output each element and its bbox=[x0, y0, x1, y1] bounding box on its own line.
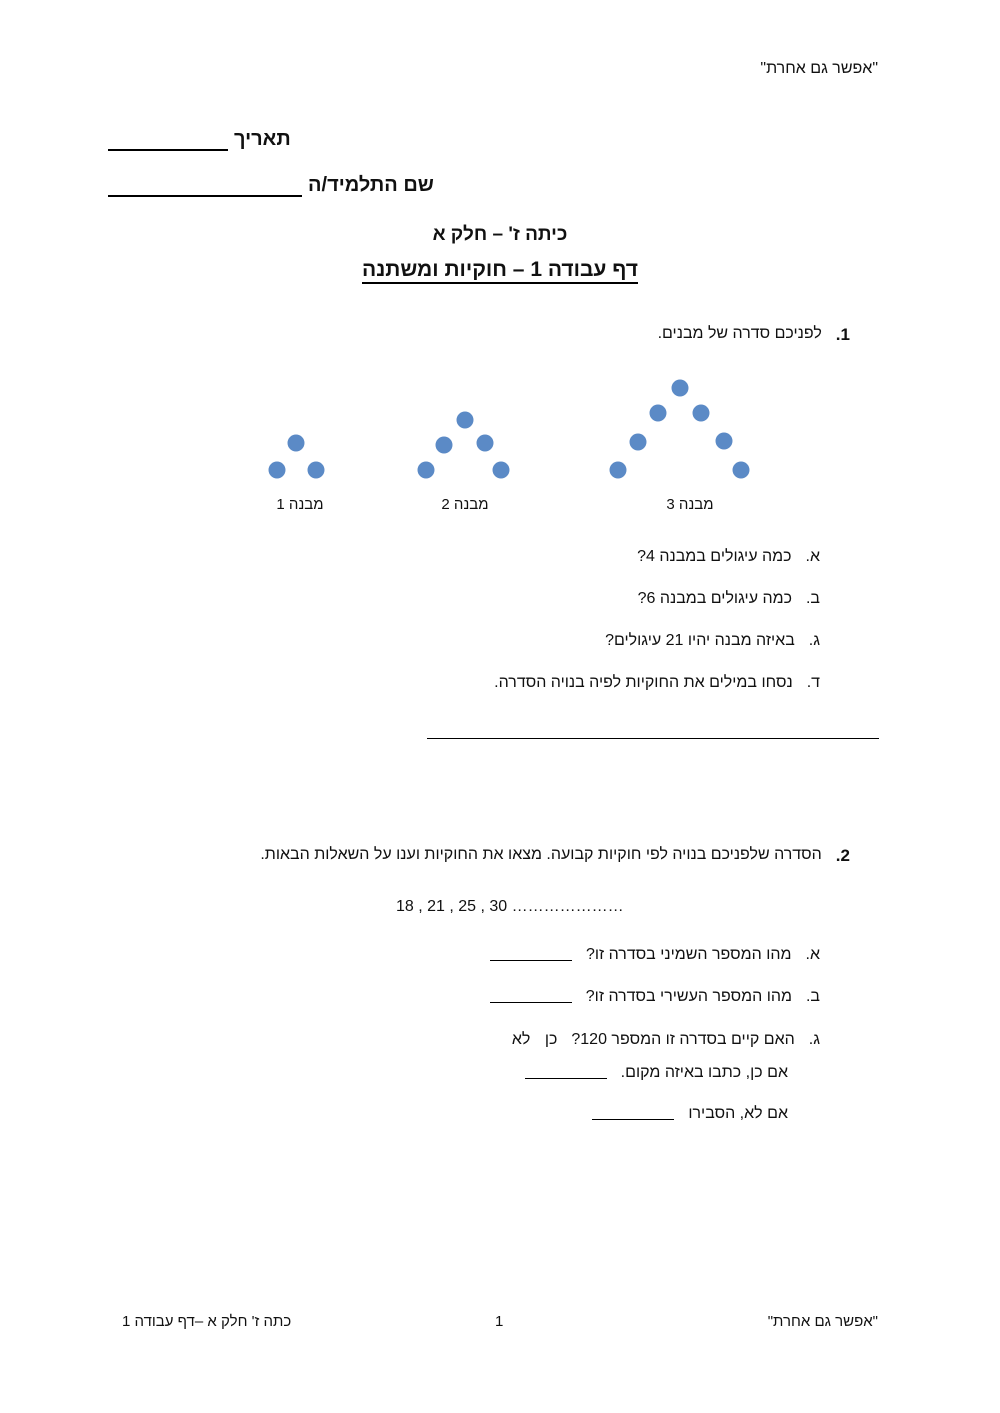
date-label: תאריך bbox=[234, 128, 291, 150]
q2-if-no-text: אם לא, הסבירו bbox=[688, 1105, 788, 1122]
dot bbox=[457, 412, 474, 429]
q1-sub-a bbox=[637, 548, 820, 566]
q2-sub-c-text: האם קיים בסדרה זו המספר 120? bbox=[571, 1031, 795, 1048]
question-2-number: 2. bbox=[835, 846, 850, 865]
date-field bbox=[108, 128, 291, 151]
structure-2-label: מבנה 2 bbox=[441, 496, 489, 513]
q2-sub-a-text: מהו המספר השמיני בסדרה זו? bbox=[585, 946, 792, 963]
dot bbox=[436, 437, 453, 454]
q2-sub-b-answer-line[interactable] bbox=[490, 988, 572, 1003]
q1-sub-c bbox=[605, 632, 820, 650]
worksheet-title-wrap bbox=[0, 258, 1000, 282]
footer-left: כתה ז' חלק א –דף עבודה 1 bbox=[122, 1313, 292, 1330]
q2-sub-a bbox=[490, 946, 820, 964]
dot bbox=[630, 434, 647, 451]
q2-sub-c-options[interactable]: כן לא bbox=[511, 1031, 558, 1048]
q2-sequence: 18 , 21 , 25 , 30 ………………… bbox=[396, 898, 624, 915]
dot bbox=[733, 462, 750, 479]
dot bbox=[650, 405, 667, 422]
q1-sub-b-text: כמה עיגולים במבנה 6? bbox=[637, 590, 792, 607]
question-2-text: הסדרה שלפניכם בנויה לפי חוקיות קבועה. מצאו את החוקיות וענו על השאלות הבאות. bbox=[260, 846, 822, 863]
q1-sub-a-letter: א. bbox=[805, 548, 820, 565]
q2-sub-a-letter: א. bbox=[805, 946, 820, 963]
structure-1-label: מבנה 1 bbox=[276, 496, 324, 513]
q2-sub-c-letter: ג. bbox=[808, 1031, 820, 1048]
q1-sub-c-letter: ג. bbox=[808, 632, 820, 649]
q1-answer-line[interactable] bbox=[427, 738, 879, 739]
dot bbox=[693, 405, 710, 422]
name-input-line[interactable] bbox=[108, 194, 302, 197]
footer-page-number: 1 bbox=[495, 1313, 504, 1330]
question-1-text: לפניכם סדרה של מבנים. bbox=[657, 325, 822, 342]
q1-sub-d bbox=[494, 674, 820, 692]
structure-3-label: מבנה 3 bbox=[666, 496, 714, 513]
q2-sub-b-letter: ב. bbox=[805, 988, 820, 1005]
name-field bbox=[108, 174, 434, 197]
dot bbox=[288, 435, 305, 452]
question-1 bbox=[658, 325, 850, 345]
dot bbox=[493, 462, 510, 479]
name-label: שם התלמיד/ה bbox=[308, 174, 434, 196]
worksheet-title: דף עבודה 1 – חוקיות ומשתנה bbox=[362, 258, 638, 284]
q1-sub-d-letter: ד. bbox=[806, 674, 820, 691]
q2-if-yes-text: אם כן, כתבו באיזה מקום. bbox=[620, 1064, 788, 1081]
structure-1-dots bbox=[269, 435, 325, 479]
dot bbox=[269, 462, 286, 479]
q2-if-no-answer-line[interactable] bbox=[592, 1105, 674, 1120]
dot bbox=[477, 435, 494, 452]
header-slogan: "אפשר גם אחרת" bbox=[760, 60, 878, 77]
question-2 bbox=[260, 846, 850, 866]
q2-if-yes bbox=[525, 1064, 788, 1082]
q2-sub-c bbox=[512, 1031, 820, 1049]
dot bbox=[610, 462, 627, 479]
question-1-number: 1. bbox=[835, 325, 850, 344]
q2-sub-b-text: מהו המספר העשירי בסדרה זו? bbox=[585, 988, 792, 1005]
q2-if-no bbox=[592, 1105, 788, 1123]
q2-sub-a-answer-line[interactable] bbox=[490, 946, 572, 961]
q1-sub-d-text: נסחו במילים את החוקיות לפיה בנויה הסדרה. bbox=[494, 674, 793, 691]
date-input-line[interactable] bbox=[108, 148, 228, 151]
footer-right: "אפשר גם אחרת" bbox=[767, 1313, 878, 1330]
dot bbox=[672, 380, 689, 397]
dot bbox=[716, 433, 733, 450]
structure-2-dots bbox=[418, 412, 510, 479]
q1-sub-c-text: באיזה מבנה יהיו 21 עיגולים? bbox=[605, 632, 795, 649]
structures-figure bbox=[250, 370, 770, 490]
q2-if-yes-answer-line[interactable] bbox=[525, 1064, 607, 1079]
q2-sub-b bbox=[490, 988, 820, 1006]
structure-3-dots bbox=[610, 380, 750, 479]
dot bbox=[418, 462, 435, 479]
class-part-title: כיתה ז' – חלק א bbox=[432, 224, 568, 245]
q1-sub-b-letter: ב. bbox=[805, 590, 820, 607]
q1-sub-a-text: כמה עיגולים במבנה 4? bbox=[637, 548, 792, 565]
dot bbox=[308, 462, 325, 479]
q1-sub-b bbox=[638, 590, 820, 608]
